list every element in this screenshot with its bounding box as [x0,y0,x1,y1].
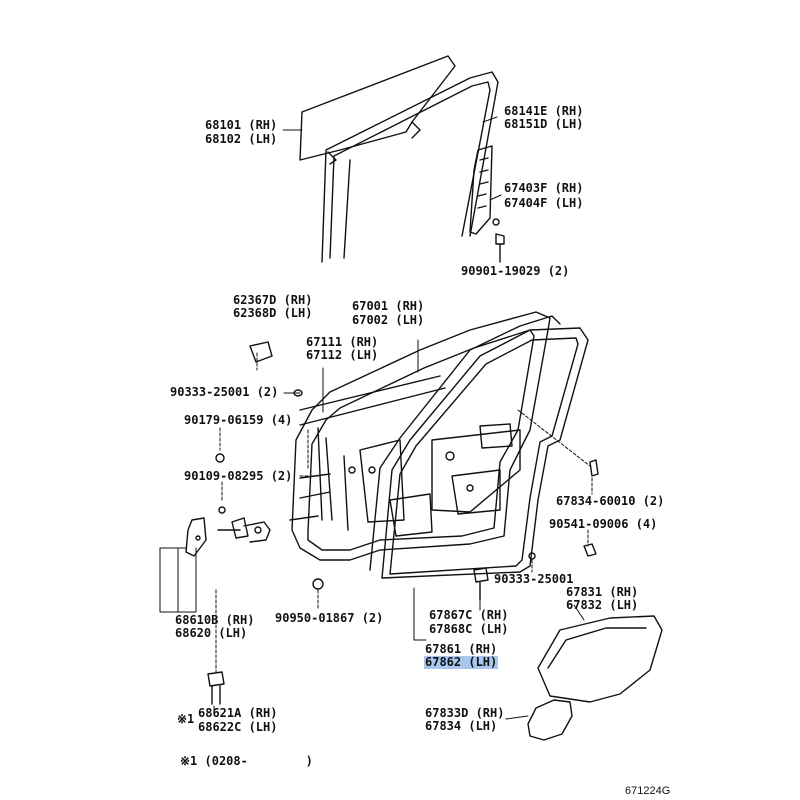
part-90109: 90109-08295 (2) [184,469,293,483]
part-68621: 68621A (RH) [198,706,278,720]
stop-90541 [584,544,596,556]
footnote: ※1 (0208- ) [180,754,313,768]
part-67112: 67112 (LH) [306,348,379,362]
figure-code: 671224G [625,785,671,797]
door-check [218,518,270,542]
part-67831: 67831 (RH) [566,585,639,599]
part-67002: 67002 (LH) [352,313,425,327]
part-67834: 67834 (LH) [425,719,498,733]
part-90950: 90950-01867 (2) [275,611,384,625]
bolt-90109 [219,507,225,513]
hole-cover-67833 [528,700,572,740]
part-67404: 67404F (LH) [504,196,584,210]
bolt-90179 [216,454,224,462]
lower-hinge [208,672,224,704]
rear-sash-channel [470,146,499,234]
plug-90950 [313,579,323,589]
service-hole-cover [538,616,662,702]
part-67867: 67867C (RH) [429,608,509,622]
part-90541: 90541-09006 (4) [549,517,658,531]
part-68102: 68102 (LH) [205,132,278,146]
part-67861: 67861 (RH) [425,642,498,656]
part-90901: 90901-19029 (2) [461,264,570,278]
part-68610: 68610B (RH) [175,613,255,627]
part-67001: 67001 (RH) [352,299,425,313]
part-67862-highlighted: 67862 (LH) [425,655,498,669]
part-90333-25001: 90333-25001 [494,572,574,586]
mark-1: ※1 [177,712,195,726]
part-68151: 68151D (LH) [504,117,584,131]
door-glass [300,56,455,164]
part-67832: 67832 (LH) [566,598,639,612]
part-62368: 62368D (LH) [233,306,313,320]
clip-62367 [250,342,272,362]
stop-67834-60010 [590,460,598,476]
part-90179: 90179-06159 (4) [184,413,293,427]
part-67111: 67111 (RH) [306,335,379,349]
part-68620: 68620 (LH) [175,626,248,640]
sash-bolt [496,234,504,262]
part-67834-60010: 67834-60010 (2) [556,494,665,508]
part-68622: 68622C (LH) [198,720,278,734]
part-90333-25001-2: 90333-25001 (2) [170,385,279,399]
part-67403: 67403F (RH) [504,181,584,195]
part-68141: 68141E (RH) [504,104,584,118]
part-68101: 68101 (RH) [205,118,278,132]
part-67868: 67868C (LH) [429,622,509,636]
part-62367: 62367D (RH) [233,293,313,307]
part-67833: 67833D (RH) [425,706,505,720]
